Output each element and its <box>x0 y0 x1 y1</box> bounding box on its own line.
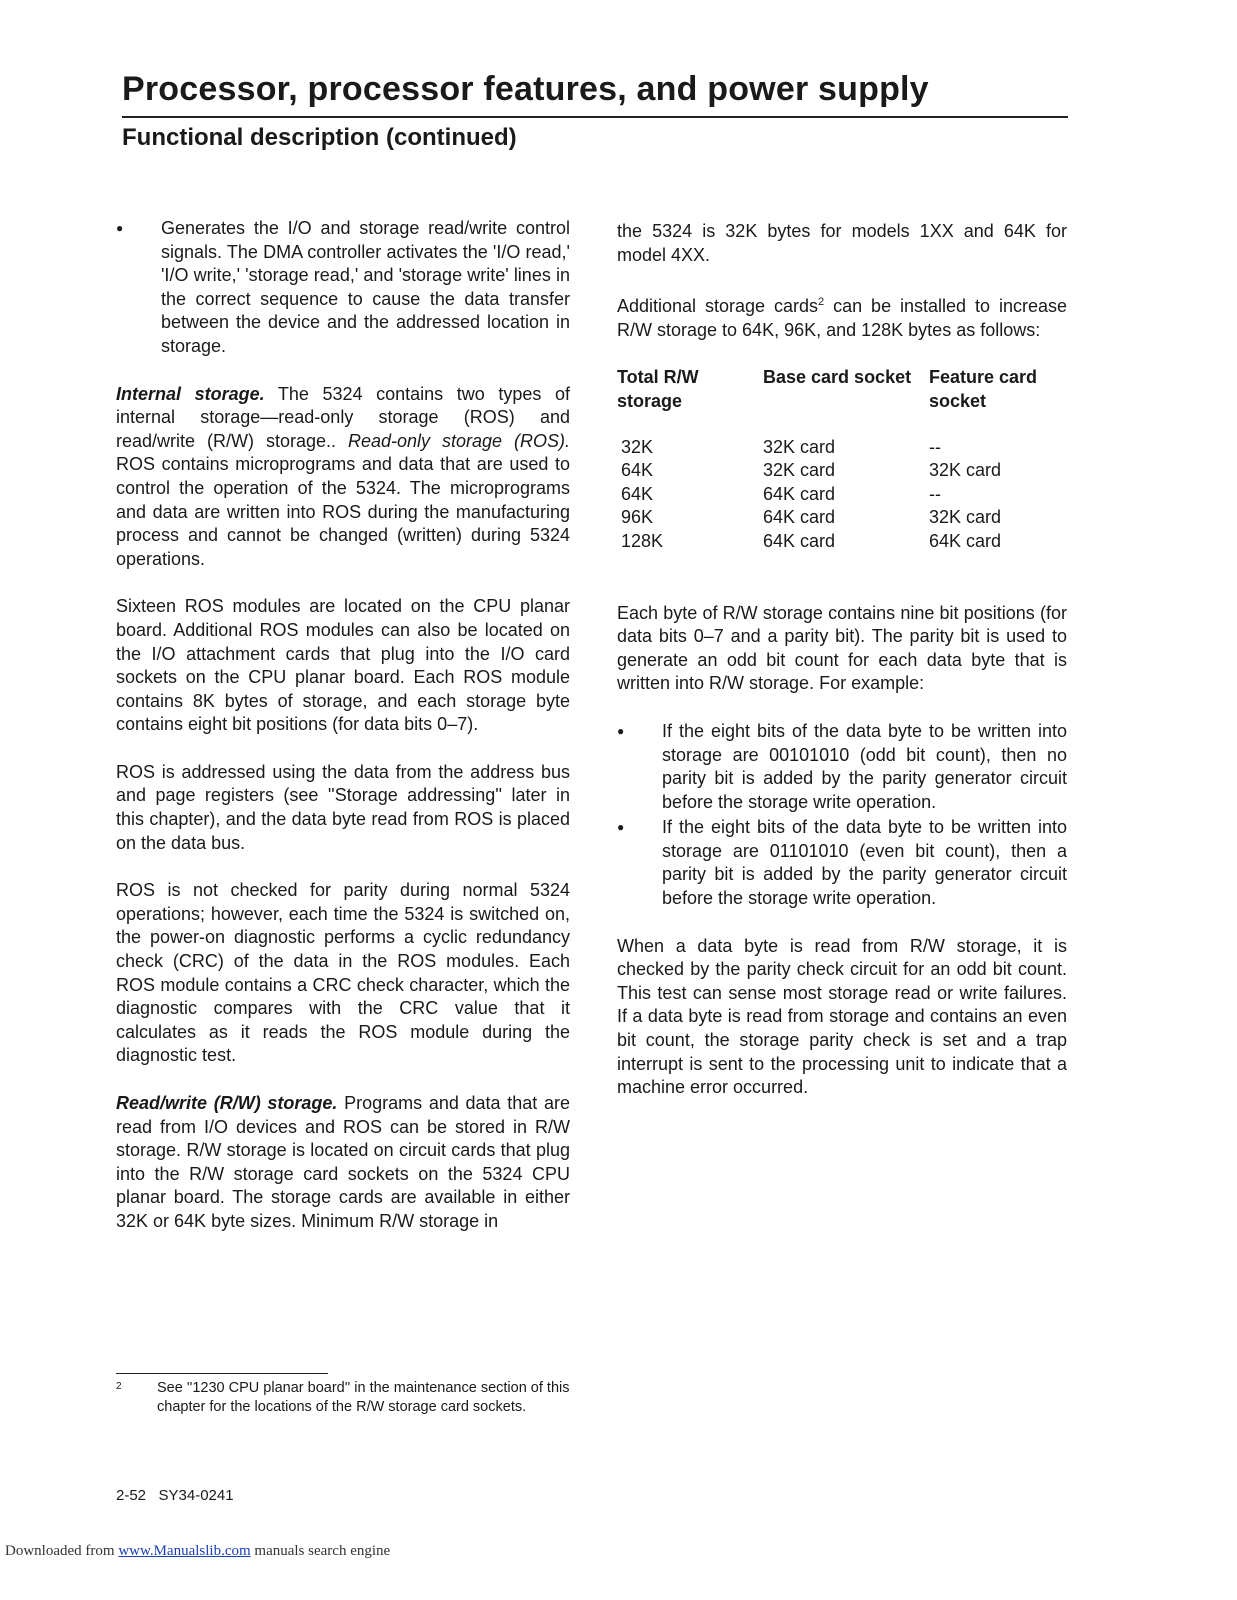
table-cell: 64K card <box>763 483 836 504</box>
run-in-heading: Internal storage. <box>116 383 265 404</box>
table-row <box>617 483 1067 507</box>
bullet-icon: ● <box>116 221 124 235</box>
section-subtitle: Functional description (continued) <box>122 124 517 151</box>
min-storage-paragraph: the 5324 is 32K bytes for models 1XX and 64K for model 4XX. <box>617 221 1067 265</box>
right-column <box>617 220 1067 1124</box>
paragraph-text: can be installed to increase R/W storage to 64K, 96K, and 128K bytes as follows: <box>617 296 1067 340</box>
table-cell: 96K <box>621 507 654 528</box>
list-item <box>116 217 570 359</box>
table-cell: 64K <box>621 460 654 481</box>
ros-modules-paragraph: Sixteen ROS modules are located on the CPU planar board. Additional ROS modules can also be located on the I/O attachment cards that plug into the I/O card sockets on the CPU planar board. Each ROS module contains 8K bytes of storage, and each storage byte contains eight bit positions (for data bits 0–7). <box>116 596 570 735</box>
table-cell: 32K <box>621 436 654 457</box>
table-cell: 64K card <box>763 507 836 528</box>
paragraph-text: Programs and data that are read from I/O devices and ROS can be stored in R/W storage. R/W storage is located on circuit cards that plug into the R/W storage card sockets on the 5324 CPU planar board. The storage cards are available in either 32K or 64K byte sizes. Minimum R/W storage in <box>116 1093 570 1231</box>
table-row <box>617 459 1067 483</box>
table-row <box>617 506 1067 530</box>
list-item <box>617 816 1067 910</box>
ros-crc-paragraph: ROS is not checked for parity during normal 5324 operations; however, each time the 5324 is switched on, the power-on diagnostic performs a cyclic redundancy check (CRC) of the data in the ROS modules. Each ROS module contains a CRC check character, which the diagnostic compares with the CRC value that it calculates as it reads the ROS module during the diagnostic test. <box>116 880 570 1066</box>
ros-term: Read-only storage (ROS). <box>347 430 570 451</box>
table-cell: 64K card <box>929 530 1002 551</box>
table-cell: 64K card <box>763 530 836 551</box>
footnote-reference: 2 <box>818 296 825 309</box>
download-notice <box>5 1543 390 1560</box>
title-rule <box>122 116 1068 118</box>
table-cell: 32K card <box>763 436 836 457</box>
table-row <box>617 530 1067 554</box>
table-header-row <box>617 366 1067 435</box>
run-in-heading: Read/write (R/W) storage. <box>116 1093 338 1113</box>
footnote-mark: 2 <box>116 1381 122 1392</box>
download-prefix: Downloaded from <box>5 1543 119 1559</box>
list-item <box>617 720 1067 814</box>
bullet-icon: ● <box>617 723 625 738</box>
paragraph-text: Additional storage cards <box>617 296 819 317</box>
page-number: 2-52 SY34-0241 <box>116 1487 234 1504</box>
table-cell: -- <box>929 483 941 504</box>
bullet-icon: ● <box>617 820 625 835</box>
paragraph-text: The 5324 contains two types of internal storage—read-only storage (ROS) and read/write (R/W) storage.. <box>116 383 570 451</box>
table-row <box>617 436 1067 460</box>
storage-config-table <box>617 366 1067 553</box>
bullet-text: Generates the I/O and storage read/write control signals. The DMA controller activates the 'I/O read,' 'I/O write,' 'storage read,' and 'storage write' lines in the correct sequence to cause the data transfer between the device and the addressed location in storage. <box>161 218 570 356</box>
paragraph-text: ROS contains microprograms and data that are used to control the operation of the 5324. The microprograms and data are written into ROS during the manufacturing process and cannot be changed (written) during 5324 operations. <box>116 454 570 569</box>
column-header: Base card socket <box>763 367 912 388</box>
rw-storage-paragraph <box>116 1092 570 1234</box>
parity-bit-paragraph: Each byte of R/W storage contains nine bit positions (for data bits 0–7 and a parity bit). The parity bit is used to generate an odd bit count for each data byte that is written into R/W storage. For example: <box>617 602 1067 694</box>
additional-cards-paragraph <box>617 291 1067 342</box>
page-title: Processor, processor features, and power supply <box>122 70 929 108</box>
bullet-text: If the eight bits of the data byte to be written into storage are 01101010 (even bit count), then a parity bit is added by the parity generator circuit before the storage write operation. <box>662 817 1067 909</box>
io-control-bullets <box>116 217 570 359</box>
parity-check-paragraph: When a data byte is read from R/W storage, it is checked by the parity check circuit for an odd bit count. This test can sense most storage read or write failures. If a data byte is read from storage and contains an even bit count, the storage parity check is set and a trap interrupt is sent to the processing unit to indicate that a machine error occurred. <box>617 935 1067 1098</box>
table-cell: 64K <box>621 483 654 504</box>
bullet-text: If the eight bits of the data byte to be written into storage are 00101010 (odd bit count), then no parity bit is added by the parity generator circuit before the storage write operation. <box>662 720 1067 812</box>
parity-example-bullets <box>617 720 1067 911</box>
table-cell: -- <box>929 436 941 457</box>
table-cell: 32K card <box>763 460 836 481</box>
download-suffix: manuals search engine <box>250 1543 391 1559</box>
ros-addressing-paragraph: ROS is addressed using the data from the address bus and page registers (see ''Storage addressing'' later in this chapter), and the data byte read from ROS is placed on the data bus. <box>116 761 570 853</box>
table-cell: 32K card <box>929 507 1002 528</box>
table-cell: 32K card <box>929 460 1002 481</box>
column-header: Total R/W storage <box>617 367 699 411</box>
footnote-text: See ''1230 CPU planar board'' in the maintenance section of this chapter for the locations of the R/W storage card sockets. <box>157 1380 570 1415</box>
column-header: Feature card socket <box>929 367 1038 411</box>
manualslib-link[interactable]: www.Manualslib.com <box>118 1543 251 1559</box>
table-cell: 128K <box>621 530 664 551</box>
footnote-rule <box>116 1373 328 1374</box>
left-column <box>116 217 570 1258</box>
internal-storage-paragraph <box>116 383 570 572</box>
